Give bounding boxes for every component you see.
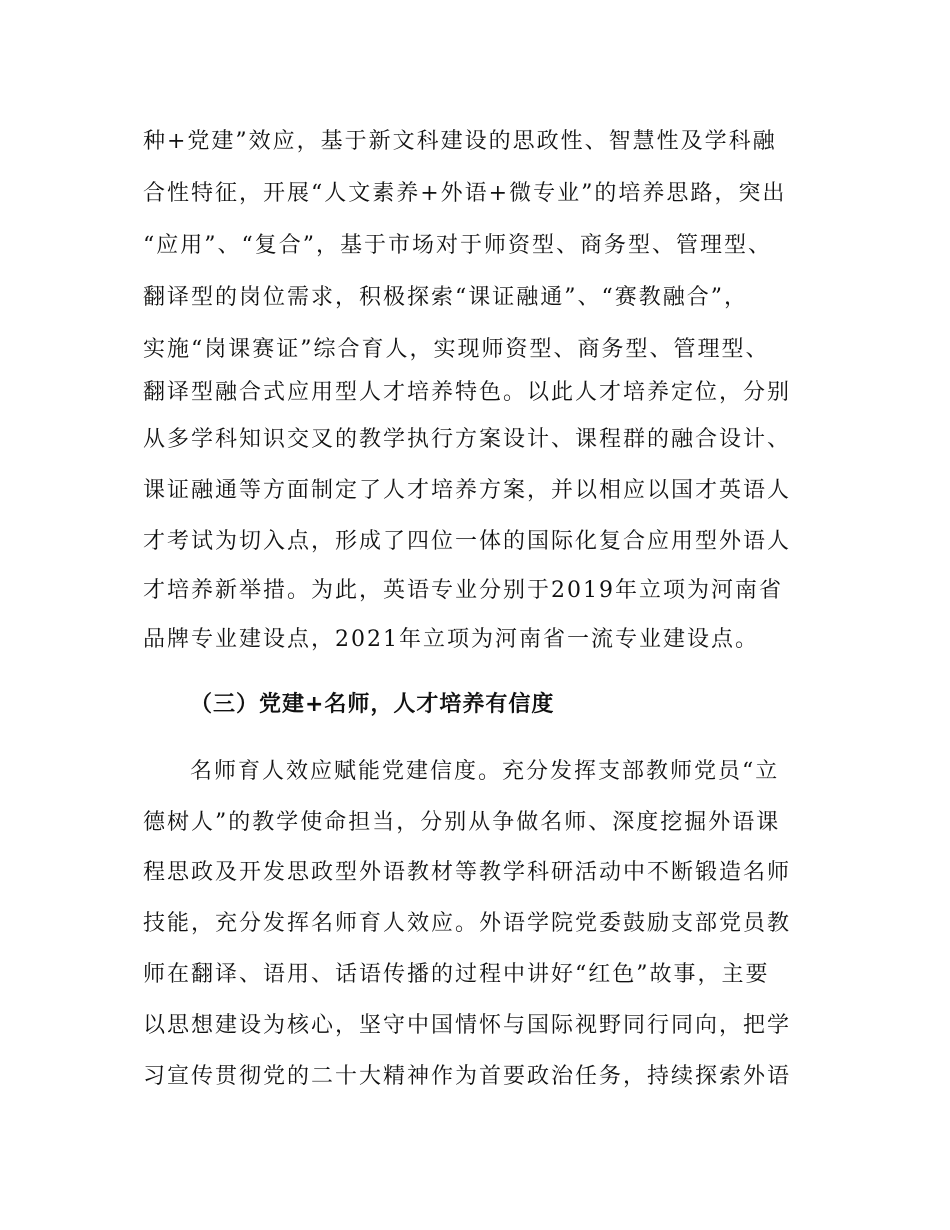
paragraph-line: 师在翻译、语用、话语传播的过程中讲好“红色”故事，主要 <box>143 962 770 987</box>
paragraph-line: 名师育人效应赋能党建信度。充分发挥支部教师党员“立 <box>190 759 780 784</box>
paragraph-line: 才考试为切入点，形成了四位一体的国际化复合应用型外语人 <box>143 529 792 554</box>
paragraph-line: 从多学科知识交叉的教学执行方案设计、课程群的融合设计、 <box>143 427 792 452</box>
paragraph-line: 翻译型的岗位需求，积极探索“课证融通”、“赛教融合”， <box>143 285 748 310</box>
paragraph-line: 以思想建设为核心，坚守中国情怀与国际视野同行同向，把学 <box>143 1013 792 1038</box>
paragraph-line: 程思政及开发思政型外语教材等教学科研活动中不断锻造名师 <box>143 860 792 885</box>
paragraph-line: 习宣传贯彻党的二十大精神作为首要政治任务，持续探索外语 <box>143 1064 792 1089</box>
paragraph-line: 种+党建”效应，基于新文科建设的思政性、智慧性及学科融 <box>143 129 777 154</box>
paragraph-line: 课证融通等方面制定了人才培养方案，并以相应以国才英语人 <box>143 478 792 503</box>
paragraph-line: 实施“岗课赛证”综合育人，实现师资型、商务型、管理型、 <box>143 337 770 362</box>
paragraph-line: 技能，充分发挥名师育人效应。外语学院党委鼓励支部党员教 <box>143 911 792 936</box>
paragraph-line: 德树人”的教学使命担当，分别从争做名师、深度挖掘外语课 <box>143 810 781 835</box>
paragraph-line: 翻译型融合式应用型人才培养特色。以此人才培养定位，分别 <box>143 380 792 405</box>
paragraph-line: 合性特征，开展“人文素养+外语+微专业”的培养思路，突出 <box>143 181 787 206</box>
paragraph-line: 才培养新举措。为此，英语专业分别于2019年立项为河南省 <box>143 578 783 603</box>
section-heading: （三）党建+名师，人才培养有信度 <box>190 692 555 717</box>
paragraph-line: 品牌专业建设点，2021年立项为河南省一流专业建设点。 <box>143 627 759 652</box>
paragraph-line: “应用”、“复合”，基于市场对于师资型、商务型、管理型、 <box>143 233 772 258</box>
